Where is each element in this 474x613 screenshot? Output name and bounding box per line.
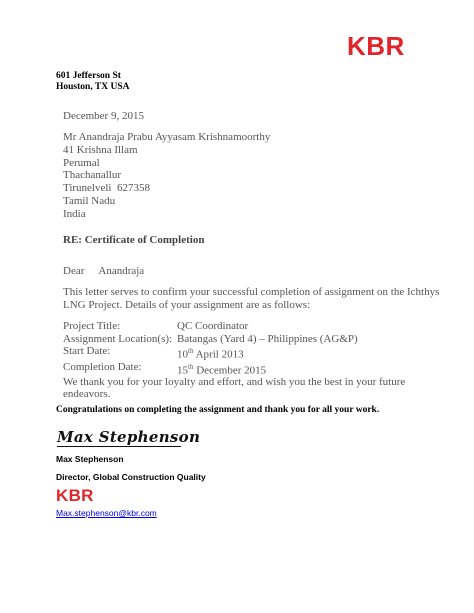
detail-row (63, 345, 358, 361)
detail-value: 10th April 2013 (177, 347, 244, 361)
recipient-line: 41 Krishna Illam (63, 143, 138, 156)
detail-value: 15th December 2015 (177, 363, 267, 378)
detail-row (63, 320, 358, 333)
detail-label: Start Date: (63, 345, 111, 358)
assignment-details (63, 320, 358, 378)
detail-label: Project Title: (63, 320, 121, 332)
recipient-line: Tirunelveli 627358 (63, 182, 150, 195)
signature-underline (57, 446, 181, 447)
body-paragraph: This letter serves to confirm your successful completion of assignment on the Ichthys LNG Project. Details of your assignment are as follows: (63, 286, 440, 311)
signatory-title: Director, Global Construction Quality (56, 472, 206, 482)
signatory-name: Max Stephenson (56, 454, 124, 464)
handwritten-signature: Max Stephenson (57, 428, 201, 446)
detail-label: Assignment Location(s): (63, 332, 173, 345)
kbr-logo-top: KBR (347, 31, 405, 61)
salutation-name: Anandraja (98, 265, 145, 277)
detail-row (63, 333, 358, 346)
letter-date: December 9, 2015 (63, 110, 144, 122)
recipient-line: Perumal (63, 156, 100, 169)
address-line: Houston, TX USA (56, 82, 130, 92)
subject-line: RE: Certificate of Completion (63, 234, 205, 246)
recipient-line: Thachanallur (63, 169, 122, 182)
address-line: 601 Jefferson St (56, 71, 121, 81)
recipient-block (63, 131, 270, 221)
detail-value: QC Coordinator (177, 320, 249, 332)
thanks-paragraph: We thank you for your loyalty and effort, and wish you the best in your future endeavors. (63, 376, 406, 400)
sender-address (56, 71, 129, 93)
recipient-line: India (63, 207, 86, 220)
email-link[interactable]: Max.stephenson@kbr.com (56, 508, 157, 518)
kbr-logo-bottom: KBR (56, 486, 94, 505)
salutation (63, 265, 144, 277)
congratulations-line: Congratulations on completing the assignment and thank you for all your work. (56, 405, 380, 415)
detail-label: Completion Date: (63, 361, 142, 374)
recipient-line: Tamil Nadu (63, 194, 116, 207)
detail-value: Batangas (Yard 4) – Philippines (AG&P) (177, 332, 358, 345)
recipient-line: Mr Anandraja Prabu Ayyasam Krishnamoorthy (63, 131, 271, 143)
salutation-word: Dear (63, 265, 85, 277)
